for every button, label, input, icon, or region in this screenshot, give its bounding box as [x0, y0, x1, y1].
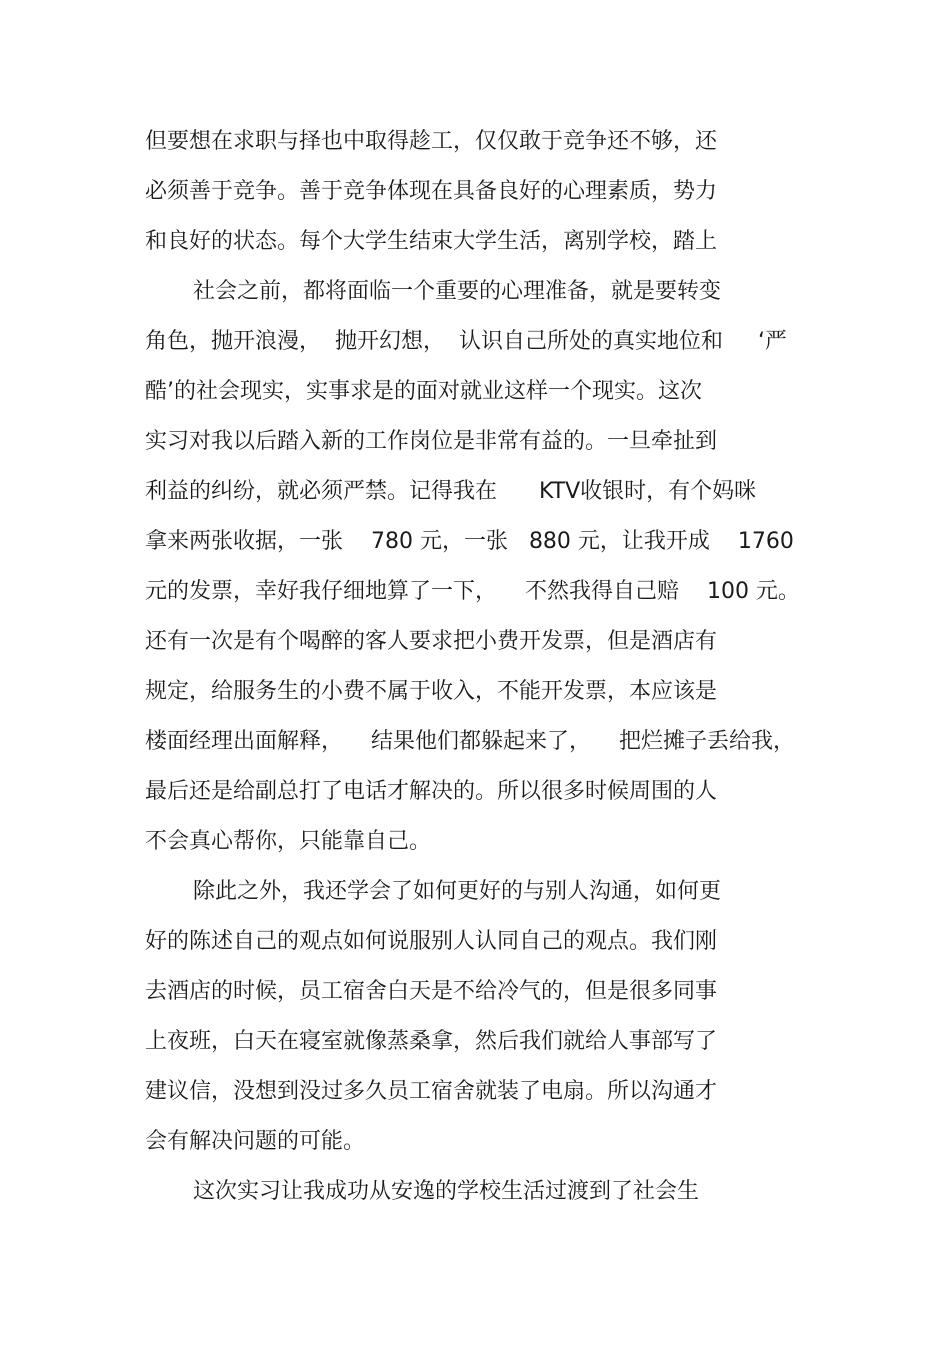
text-line: 角色，抛开浪漫， 抛开幻想， 认识自己所处的真实地位和 ‘严: [145, 329, 787, 354]
text-line: 规定，给服务生的小费不属于收入，不能开发票，本应该是: [145, 679, 718, 704]
text-line: 利益的纠纷，就必须严禁。记得我在 KTV收银时，有个妈咪: [145, 479, 757, 504]
text-line: 但要想在求职与择也中取得趁工，仅仅敢于竞争还不够，还: [145, 129, 718, 154]
text-line: 不会真心帮你，只能靠自己。: [145, 829, 432, 854]
text-line: 和良好的状态。每个大学生结束大学生活，离别学校，踏上: [145, 229, 718, 254]
text-line: 酷’的社会现实，实事求是的面对就业这样一个现实。这次: [145, 379, 702, 404]
paragraph-start-line: 这次实习让我成功从安逸的学校生活过渡到了社会生: [193, 1179, 700, 1204]
text-line: 建议信，没想到没过多久员工宿舍就装了电扇。所以沟通才: [145, 1079, 718, 1104]
text-line: 楼面经理出面解释， 结果他们都躲起来了， 把烂摊子丢给我，: [145, 729, 795, 754]
text-line: 实习对我以后踏入新的工作岗位是非常有益的。一旦牵扯到: [145, 429, 718, 454]
paragraph-start-line: 除此之外，我还学会了如何更好的与别人沟通，如何更: [193, 879, 722, 904]
text-line: 还有一次是有个喝醉的客人要求把小费开发票，但是酒店有: [145, 629, 718, 654]
text-line: 好的陈述自己的观点如何说服别人认同自己的观点。我们刚: [145, 929, 718, 954]
text-line: 拿来两张收据，一张 780 元，一张 880 元，让我开成 1760: [145, 529, 794, 554]
text-line: 必须善于竞争。善于竞争体现在具备良好的心理素质，势力: [145, 179, 718, 204]
text-line: 元的发票，幸好我仔细地算了一下， 不然我得自己赔 100 元。: [145, 579, 800, 604]
text-line: 上夜班，白天在寝室就像蒸桑拿，然后我们就给人事部写了: [145, 1029, 718, 1054]
text-line: 会有解决问题的可能。: [145, 1129, 366, 1154]
text-line: 去酒店的时候，员工宿舍白天是不给冷气的，但是很多同事: [145, 979, 718, 1004]
paragraph-start-line: 社会之前，都将面临一个重要的心理准备，就是要转变: [193, 279, 722, 304]
text-line: 最后还是给副总打了电话才解决的。所以很多时候周围的人: [145, 779, 718, 804]
